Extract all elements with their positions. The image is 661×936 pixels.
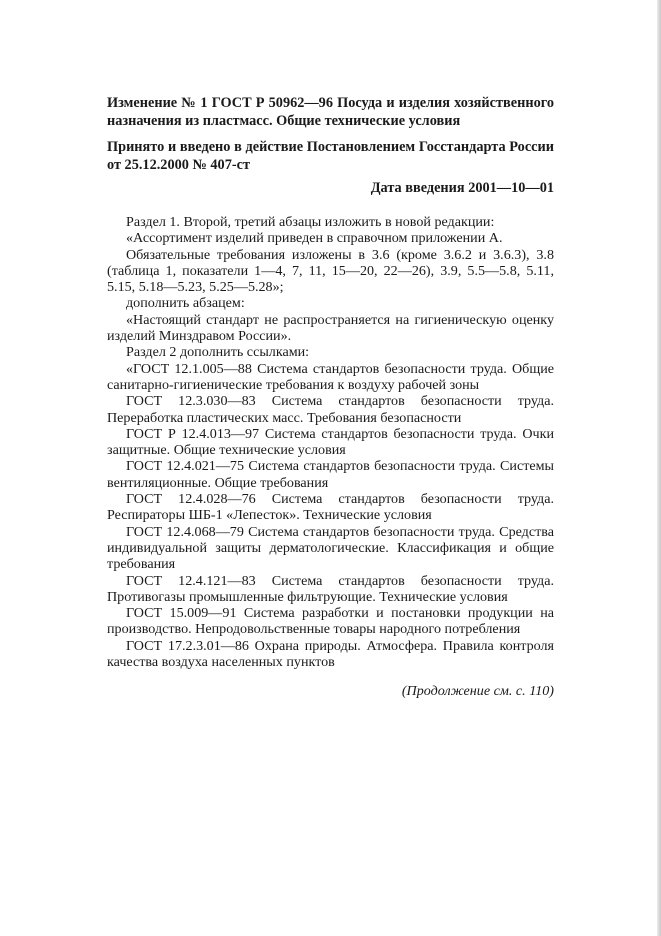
continuation-note: (Продолжение см. с. 110) bbox=[401, 683, 554, 700]
paragraph: «Настоящий стандарт не распространяется на гигиеническую оценку изделий Минздравом России». bbox=[107, 311, 554, 345]
reference-item: ГОСТ 12.3.030—83 Система стандартов безопасности труда. Переработка пластических масс. Требования безопасности bbox=[107, 393, 554, 426]
paragraph: Обязательные требования изложены в 3.6 (кроме 3.6.2 и 3.6.3), 3.8 (таблица 1, показатели 1—4, 7, 11, 15—20, 22—26), 3.9, 5.5—5.8, 5.11, 5.15, 5.18—5.23, 5.25—5.28»; bbox=[107, 246, 554, 296]
amendment-title: Изменение № 1 ГОСТ Р 50962—96 Посуда и изделия хозяйственного назначения из пластмасс. Общие технические условия bbox=[107, 95, 554, 129]
reference-item: ГОСТ 12.4.068—79 Система стандартов безопасности труда. Средства индивидуальной защиты дерматологические. Классификация и общие требования bbox=[107, 523, 554, 573]
document-body bbox=[107, 214, 554, 670]
paragraph: Раздел 1. Второй, третий абзацы изложить в новой редакции: bbox=[126, 214, 495, 230]
reference-item: ГОСТ 12.4.028—76 Система стандартов безопасности труда. Респираторы ШБ-1 «Лепесток». Технические условия bbox=[107, 491, 554, 524]
reference-item: «ГОСТ 12.1.005—88 Система стандартов безопасности труда. Общие санитарно-гигиенические требования к воздуху рабочей зоны bbox=[107, 360, 554, 393]
reference-item: ГОСТ Р 12.4.013—97 Система стандартов безопасности труда. Очки защитные. Общие технические условия bbox=[107, 425, 554, 459]
reference-item: ГОСТ 12.4.021—75 Система стандартов безопасности труда. Системы вентиляционные. Общие требования bbox=[107, 458, 554, 491]
document-content bbox=[107, 94, 554, 713]
paragraph: дополнить абзацем: bbox=[126, 295, 245, 312]
adoption-line: Принято и введено в действие Постановлением Госстандарта России от 25.12.2000 № 407-ст bbox=[107, 139, 554, 173]
page-edge-shadow bbox=[657, 0, 661, 936]
reference-item: ГОСТ 12.4.121—83 Система стандартов безопасности труда. Противогазы промышленные фильтрующие. Технические условия bbox=[107, 572, 554, 605]
paragraph: «Ассортимент изделий приведен в справочном приложении А. bbox=[126, 230, 503, 247]
reference-item: ГОСТ 17.2.3.01—86 Охрана природы. Атмосфера. Правила контроля качества воздуха населенных пунктов bbox=[107, 637, 554, 671]
effective-date: Дата введения 2001—10—01 bbox=[370, 180, 554, 196]
reference-item: ГОСТ 15.009—91 Система разработки и постановки продукции на производство. Непродовольственные товары народного потребления bbox=[107, 605, 554, 638]
paragraph: Раздел 2 дополнить ссылками: bbox=[126, 344, 310, 361]
